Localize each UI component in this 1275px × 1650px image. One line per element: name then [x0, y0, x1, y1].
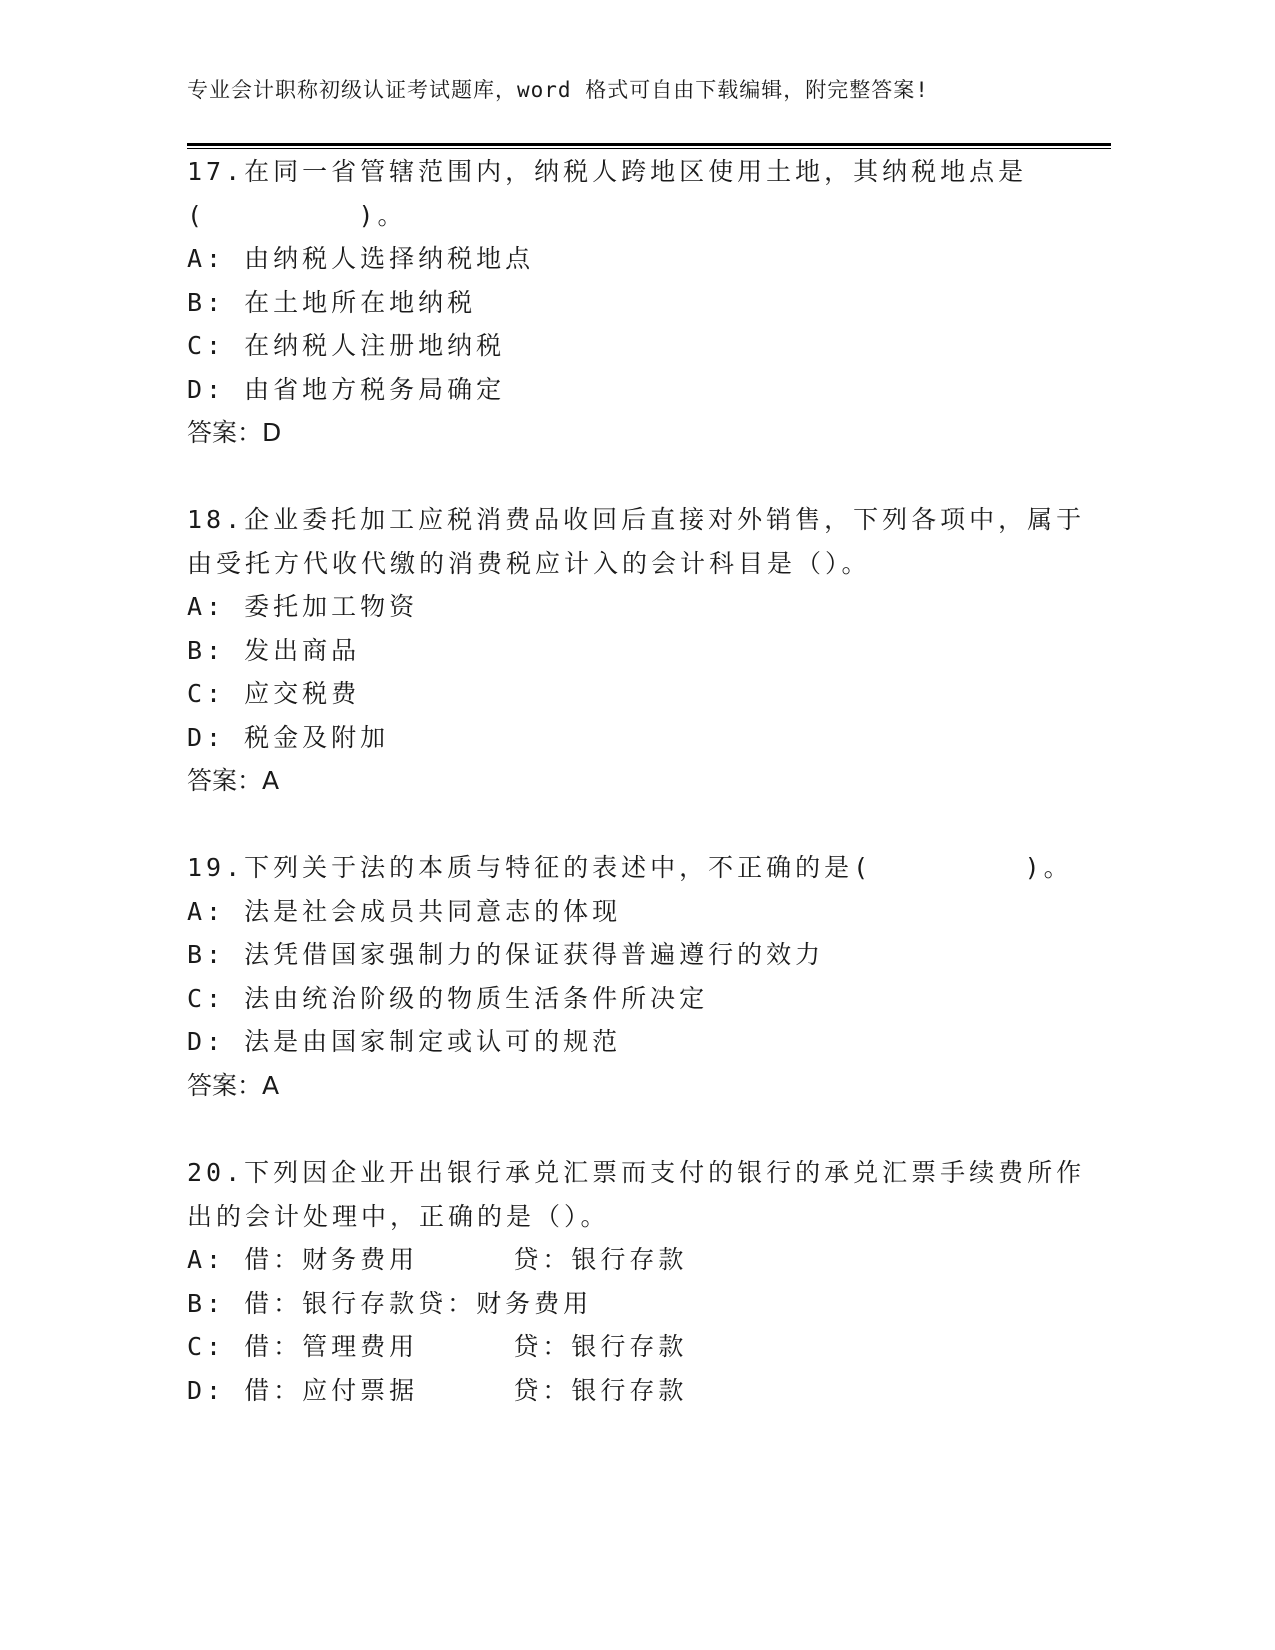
question-17-option-c: C: 在纳税人注册地纳税: [187, 331, 506, 360]
question-19-option-b: B: 法凭借国家强制力的保证获得普遍遵行的效力: [187, 940, 825, 969]
question-18-option-b: B: 发出商品: [187, 636, 361, 665]
question-18-option-a: A: 委托加工物资: [187, 592, 419, 621]
question-20-option-a: A: 借：财务费用 贷：银行存款: [187, 1245, 688, 1274]
question-19-answer: 答案：A: [187, 1071, 280, 1100]
question-18-stem-line2: 由受托方代收代缴的消费税应计入的会计科目是（）。: [187, 549, 871, 578]
question-20-option-c: C: 借：管理费用 贷：银行存款: [187, 1332, 688, 1361]
question-20-option-b: B: 借：银行存款贷：财务费用: [187, 1289, 593, 1318]
question-17-stem-line2: ( )。: [187, 201, 407, 230]
question-20-stem-line1: 20.下列因企业开出银行承兑汇票而支付的银行的承兑汇票手续费所作: [187, 1158, 1086, 1187]
question-18-stem-line1: 18.企业委托加工应税消费品收回后直接对外销售，下列各项中，属于: [187, 505, 1086, 534]
question-18-option-d: D: 税金及附加: [187, 723, 390, 752]
question-17-option-b: B: 在土地所在地纳税: [187, 288, 477, 317]
question-17-stem-line1: 17.在同一省管辖范围内，纳税人跨地区使用土地，其纳税地点是: [187, 157, 1028, 186]
page-header: 专业会计职称初级认证考试题库，word 格式可自由下载编辑，附完整答案!: [187, 78, 929, 102]
question-17-option-a: A: 由纳税人选择纳税地点: [187, 244, 535, 273]
question-17-option-d: D: 由省地方税务局确定: [187, 375, 506, 404]
question-17-answer: 答案：D: [187, 418, 282, 447]
header-rule-thick: [187, 143, 1111, 146]
question-19-option-c: C: 法由统治阶级的物质生活条件所决定: [187, 984, 709, 1013]
question-18-option-c: C: 应交税费: [187, 679, 361, 708]
question-20-option-d: D: 借：应付票据 贷：银行存款: [187, 1376, 688, 1405]
question-19-stem-line1: 19.下列关于法的本质与特征的表述中，不正确的是( )。: [187, 853, 1073, 882]
question-19-option-d: D: 法是由国家制定或认可的规范: [187, 1027, 622, 1056]
question-20-stem-line2: 出的会计处理中，正确的是（）。: [187, 1202, 610, 1231]
header-rule-thin: [187, 148, 1111, 149]
question-19-option-a: A: 法是社会成员共同意志的体现: [187, 897, 622, 926]
question-18-answer: 答案：A: [187, 766, 280, 795]
